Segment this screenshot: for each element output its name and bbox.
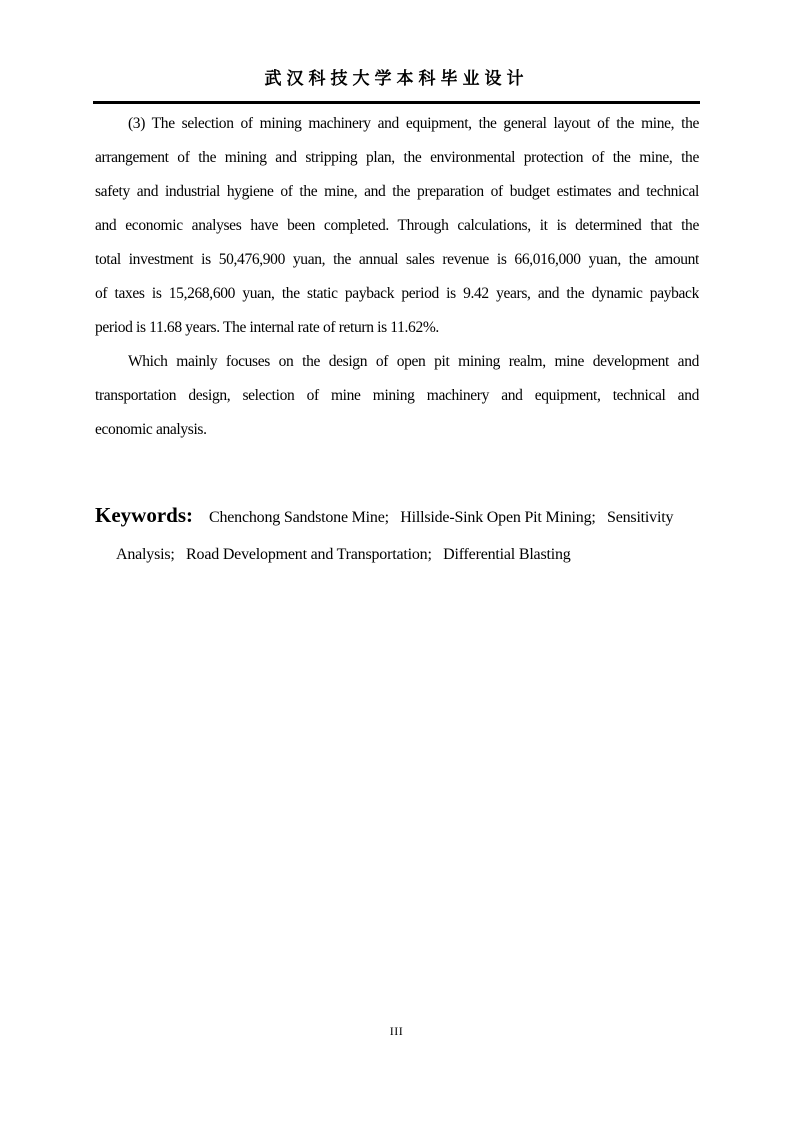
keywords-line-1 <box>95 497 699 536</box>
page-number: III <box>389 1024 404 1038</box>
paragraph-line: and economic analyses have been completed. Through calculations, it is determined that the <box>95 217 699 234</box>
header-title: 武汉科技大学本科毕业设计 <box>264 69 529 88</box>
paragraph-line: of taxes is 15,268,600 yuan, the static payback period is 9.42 years, and the dynamic payback <box>95 285 699 302</box>
page-footer <box>0 1022 793 1040</box>
abstract-body <box>95 107 699 573</box>
paragraph-line: transportation design, selection of mine mining machinery and equipment, technical and <box>95 387 699 404</box>
paragraph-line: total investment is 50,476,900 yuan, the annual sales revenue is 66,016,000 yuan, the amount <box>95 251 699 268</box>
paragraph-line: arrangement of the mining and stripping plan, the environmental protection of the mine, the <box>95 149 699 166</box>
paragraph-line: economic analysis. <box>95 421 207 438</box>
keywords-label: Keywords: <box>95 503 193 527</box>
keywords-text-line-2: Analysis; Road Development and Transportation; Differential Blasting <box>116 546 571 563</box>
paragraph-line: safety and industrial hygiene of the mine, and the preparation of budget estimates and technical <box>95 183 699 200</box>
page-header <box>93 68 700 104</box>
paragraphs <box>95 107 699 447</box>
paragraph-line: Which mainly focuses on the design of open pit mining realm, mine development and <box>128 353 699 370</box>
header-rule <box>93 101 700 104</box>
paragraph-line: period is 11.68 years. The internal rate of return is 11.62%. <box>95 319 439 336</box>
keywords-line-2 <box>95 536 699 573</box>
keywords-text-line-1: Chenchong Sandstone Mine; Hillside-Sink Open Pit Mining; Sensitivity <box>209 509 674 526</box>
keywords-block <box>95 497 699 573</box>
paragraph-line: (3) The selection of mining machinery and equipment, the general layout of the mine, the <box>128 115 699 132</box>
